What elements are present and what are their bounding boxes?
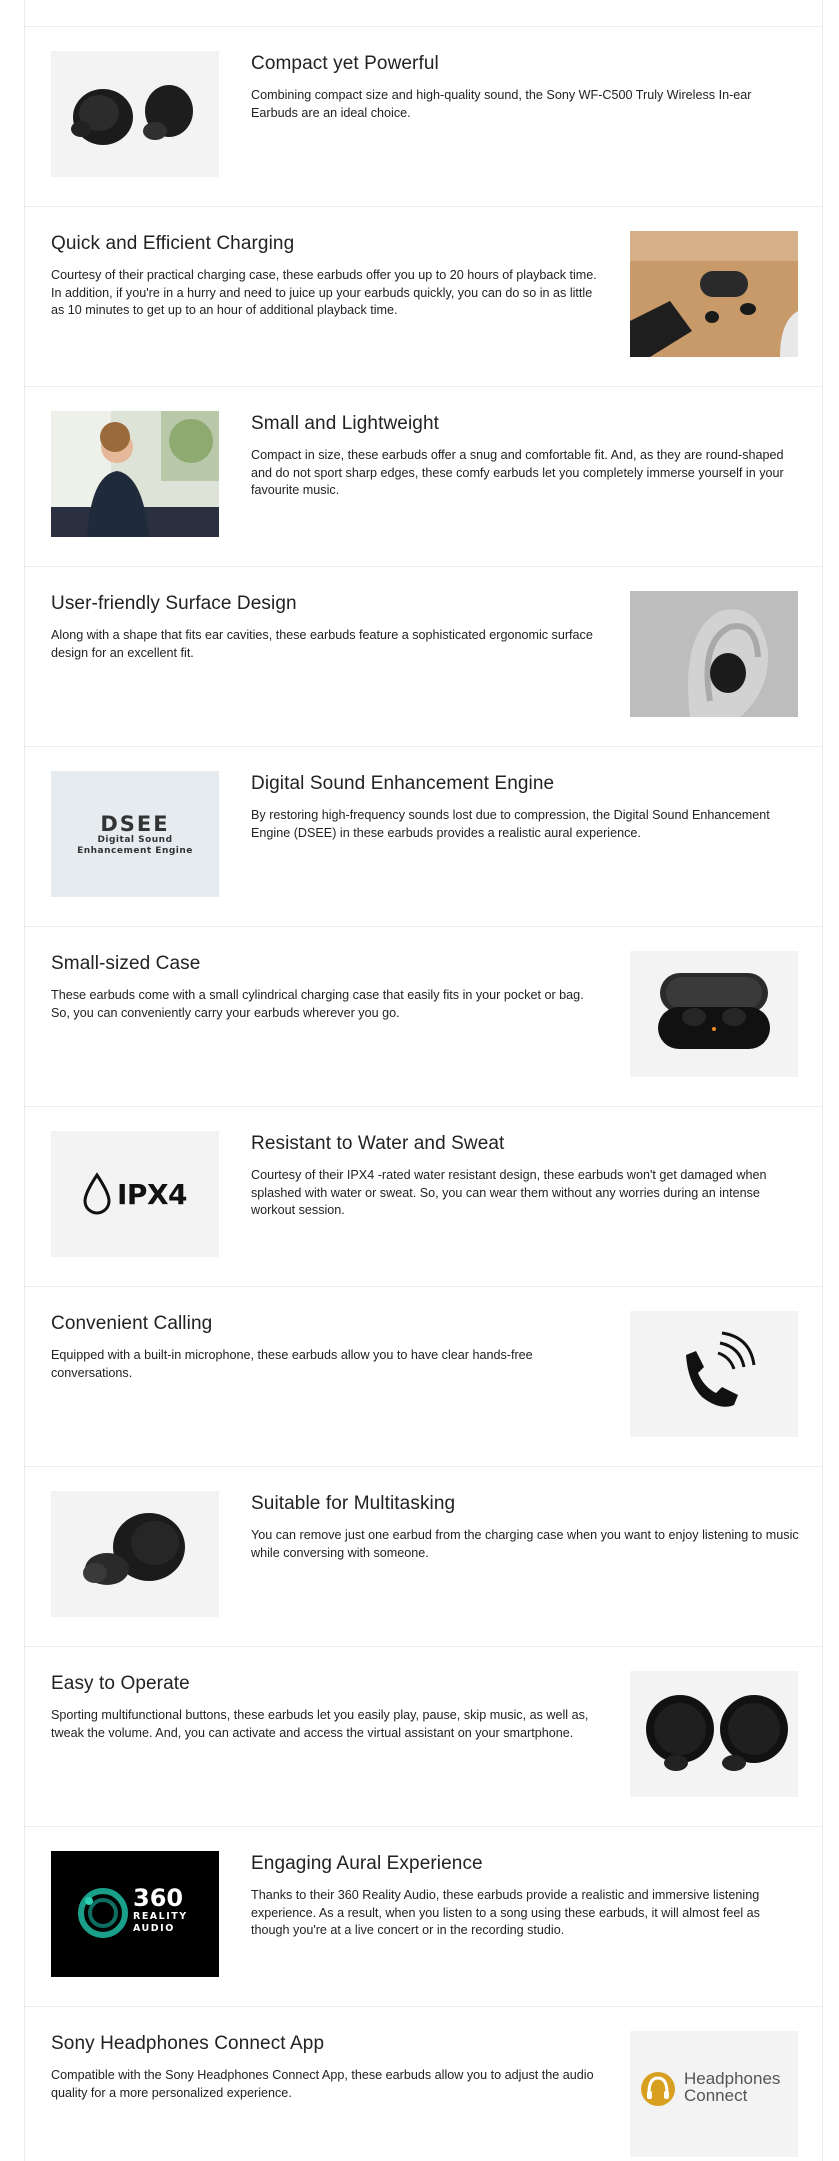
headphones-connect-text-1: Headphones	[684, 2069, 781, 2088]
dsee-logo-subtext-2: Enhancement Engine	[77, 846, 193, 856]
feature-small-case	[25, 927, 822, 1107]
360-logo-text-1: REALITY	[133, 1911, 188, 1922]
feature-description: Courtesy of their practical charging case, these earbuds offer you up to 20 hours of playback time. In addition, if you're in a hurry and need to juice up your earbuds quickly, you can do so in as little as 10 minutes to get up to an hour of additional playback time.	[51, 268, 597, 317]
feature-convenient-calling	[25, 1287, 822, 1467]
feature-title: Suitable for Multitasking	[251, 1493, 456, 1514]
feature-description: Sporting multifunctional buttons, these earbuds let you easily play, pause, skip music, as well as, tweak the volume. And, you can activate and access the virtual assistant on your smartphone.	[51, 1708, 589, 1740]
feature-title: User-friendly Surface Design	[51, 593, 297, 614]
previous-section-edge	[25, 0, 822, 27]
feature-text	[251, 1493, 801, 1562]
feature-list-container	[24, 0, 823, 2161]
earbuds-buttons-icon	[630, 1671, 798, 1797]
feature-surface-design	[25, 567, 822, 747]
360-logo-text-2: AUDIO	[133, 1923, 175, 1934]
earbud-in-ear-icon	[630, 591, 798, 717]
feature-title: Small-sized Case	[51, 953, 201, 974]
feature-text	[251, 1853, 801, 1940]
feature-title: Resistant to Water and Sweat	[251, 1133, 505, 1154]
feature-aural-experience	[25, 1827, 822, 2007]
feature-description: Equipped with a built-in microphone, these earbuds allow you to have clear hands-free conversations.	[51, 1348, 533, 1380]
feature-text	[51, 593, 601, 662]
feature-description: Combining compact size and high-quality sound, the Sony WF-C500 Truly Wireless In-ear Earbuds are an ideal choice.	[251, 88, 752, 120]
headphones-connect-logo-icon	[630, 2031, 798, 2157]
360-reality-audio-logo-icon	[51, 1851, 219, 1977]
headphones-connect-text-2: Connect	[684, 2086, 748, 2105]
feature-headphones-connect	[25, 2007, 822, 2161]
feature-title: Engaging Aural Experience	[251, 1853, 483, 1874]
feature-description: Courtesy of their IPX4 -rated water resistant design, these earbuds won't get damaged when splashed with water or sweat. So, you can wear them without any worries during an intense workout session.	[251, 1168, 767, 1217]
feature-description: Compact in size, these earbuds offer a snug and comfortable fit. And, as they are round-shaped and do not sport sharp edges, these comfy earbuds let you completely immerse yourself in your favourite music.	[251, 448, 784, 497]
feature-quick-charging	[25, 207, 822, 387]
360-logo-number: 360	[133, 1884, 184, 1912]
water-drop-icon	[51, 1131, 219, 1257]
feature-dsee	[25, 747, 822, 927]
dsee-logo-icon	[51, 771, 219, 897]
open-charging-case-icon	[630, 951, 798, 1077]
feature-compact-yet-powerful	[25, 27, 822, 207]
person-listening-icon	[51, 411, 219, 537]
feature-text	[251, 773, 801, 842]
feature-title: Easy to Operate	[51, 1673, 190, 1694]
ipx4-label: IPX4	[117, 1178, 188, 1211]
feature-water-resistant	[25, 1107, 822, 1287]
feature-multitasking	[25, 1467, 822, 1647]
feature-text	[251, 413, 801, 500]
feature-description: Compatible with the Sony Headphones Connect App, these earbuds allow you to adjust the audio quality for a more personalized experience.	[51, 2068, 594, 2100]
feature-text	[251, 53, 801, 122]
feature-text	[51, 2033, 601, 2102]
feature-text	[51, 953, 601, 1022]
feature-title: Small and Lightweight	[251, 413, 439, 434]
feature-text	[51, 233, 601, 320]
feature-description: Along with a shape that fits ear cavities, these earbuds feature a sophisticated ergonomic surface design for an excellent fit.	[51, 628, 593, 660]
feature-title: Compact yet Powerful	[251, 53, 439, 74]
feature-small-lightweight	[25, 387, 822, 567]
feature-title: Convenient Calling	[51, 1313, 213, 1334]
feature-title: Digital Sound Enhancement Engine	[251, 773, 555, 794]
feature-text	[51, 1673, 601, 1742]
dsee-logo-subtext-1: Digital Sound	[97, 835, 173, 845]
feature-text	[51, 1313, 601, 1382]
feature-description: By restoring high-frequency sounds lost due to compression, the Digital Sound Enhancement Engine (DSEE) in these earbuds provides a realistic aural experience.	[251, 808, 770, 840]
feature-description: Thanks to their 360 Reality Audio, these earbuds provide a realistic and immersive listening experience. As a result, when you listen to a song using these earbuds, it will almost feel as though you're at a live concert or in the recording studio.	[251, 1888, 760, 1937]
feature-title: Sony Headphones Connect App	[51, 2033, 325, 2054]
feature-easy-to-operate	[25, 1647, 822, 1827]
single-earbud-icon	[51, 1491, 219, 1617]
feature-description: These earbuds come with a small cylindrical charging case that easily fits in your pocket or bag. So, you can conveniently carry your earbuds wherever you go.	[51, 988, 584, 1020]
feature-text	[251, 1133, 801, 1220]
earbuds-pair-icon	[51, 51, 219, 177]
dsee-logo-text: DSEE	[100, 812, 170, 836]
feature-title: Quick and Efficient Charging	[51, 233, 295, 254]
feature-description: You can remove just one earbud from the charging case when you want to enjoy listening to music while conversing with someone.	[251, 1528, 799, 1560]
charging-case-on-table-icon	[630, 231, 798, 357]
phone-call-icon	[630, 1311, 798, 1437]
